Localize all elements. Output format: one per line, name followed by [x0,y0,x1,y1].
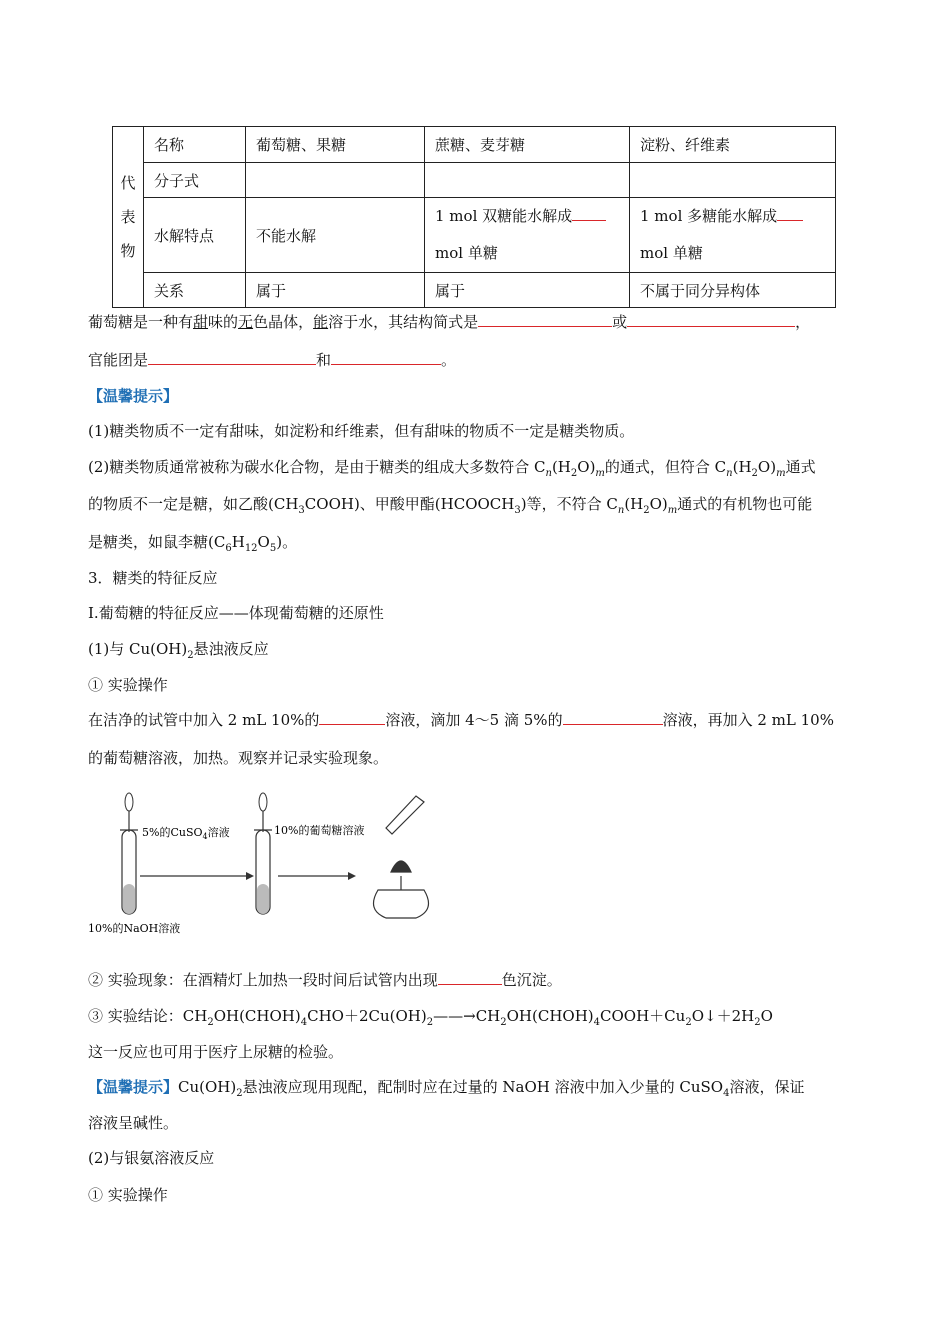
cell-mono-relation: 属于 [246,273,425,308]
heated-test-tube [386,796,424,834]
section-3-title: 3．糖类的特征反应 [88,569,218,587]
blank[interactable] [319,710,385,725]
cell-name-label: 名称 [144,127,246,163]
cell-di-relation: 属于 [425,273,630,308]
cell-di-hydrolysis: 1 mol 双糖能水解成 mol 单糖 [425,198,630,273]
solution-1 [123,884,135,914]
conclusion-line: ③ 实验结论：$CH_2OH(CHOH)_4CHO+2Cu(OH)_2——\to CH_2OH(CHOH)_4COOH+Cu_2O↓+2H_2O$ [88,1007,773,1028]
phenomenon-line: ② 实验现象：在酒精灯上加热一段时间后试管内出现 色沉淀。 [88,971,562,989]
sugar-table [112,126,836,308]
section-3-subtitle: Ⅰ.葡萄糖的特征反应——体现葡萄糖的还原性 [88,604,384,622]
tip-line-3: 的物质不一定是糖，如乙酸$(CH_3COOH)$、甲酸甲酯$(HCOOCH_3)$等，不符合 $C_n(H_2O)_m$通式的有机物也可能 [88,495,813,516]
dropper-2 [259,793,267,811]
solution-2 [257,884,269,914]
blank[interactable] [331,350,441,365]
usage-line: 这一反应也可用于医疗上尿糖的检验。 [88,1043,344,1061]
cell-mono-name: 葡萄糖、果糖 [246,127,425,163]
operation-line-1: 在洁净的试管中加入 2 mL 10%的 溶液，滴加 4～5 滴 5%的 溶液，再加入 2 mL 10% [88,711,834,729]
label-glucose: 10%的葡萄糖溶液 [274,824,365,837]
blank[interactable] [148,350,316,365]
glucose-paragraph-2: 官能团是 和 。 [88,351,457,369]
operation-line-2: 的葡萄糖溶液，加热。观察并记录实验现象。 [88,749,389,767]
cell-di-name: 蔗糖、麦芽糖 [425,127,630,163]
tip-line-2: (2)糖类物质通常被称为碳水化合物，是由于糖类的组成大多数符合 $C_n(H_2O)_m$的通式，但符合 $C_n(H_2O)_m$通式 [88,458,816,479]
blank[interactable] [627,312,795,327]
dropper-1 [125,793,133,811]
blank[interactable] [563,710,663,725]
table-side-label: 代 表 物 [113,127,144,308]
cell-poly-hydrolysis: 1 mol 多糖能水解成 mol 单糖 [630,198,836,273]
tip-2-line-1: 【温馨提示】$Cu(OH)_2$悬浊液应现用现配，配制时应在过量的 NaOH 溶液中加入少量的 CuSO$_4$溶液，保证 [88,1078,805,1099]
label-cuso4: 5%的CuSO$_4$溶液 [142,826,230,841]
cell-mono-formula [246,163,425,198]
experiment-figure [86,780,446,940]
tip-line-1: (1)糖类物质不一定有甜味，如淀粉和纤维素，但有甜味的物质不一定是糖类物质。 [88,422,635,440]
cell-poly-relation: 不属于同分异构体 [630,273,836,308]
blank[interactable] [777,206,803,221]
cell-formula-label: 分子式 [144,163,246,198]
operation-heading: ① 实验操作 [88,676,168,694]
tip-line-4: 是糖类，如鼠李糖$(C_6H_{12}O_5)$。 [88,533,298,554]
cell-poly-formula [630,163,836,198]
silver-heading: (2)与银氨溶液反应 [88,1149,215,1167]
tip-title: 【温馨提示】 [88,387,179,405]
label-naoh: 10%的NaOH溶液 [88,922,181,935]
blank[interactable] [438,970,502,985]
glucose-paragraph-1: 葡萄糖是一种有甜味的无色晶体，能溶于水，其结构简式是 或 ， [88,313,811,331]
cu-reaction-heading: (1)与 $Cu(OH)_2$悬浊液反应 [88,640,269,661]
operation-2-heading: ① 实验操作 [88,1186,168,1204]
cell-di-formula [425,163,630,198]
cell-mono-hydrolysis: 不能水解 [246,198,425,273]
tip-2-line-2: 溶液呈碱性。 [88,1114,179,1132]
cell-hydrolysis-label: 水解特点 [144,198,246,273]
blank[interactable] [572,206,606,221]
cell-poly-name: 淀粉、纤维素 [630,127,836,163]
blank[interactable] [478,312,612,327]
cell-relation-label: 关系 [144,273,246,308]
alcohol-lamp [374,890,429,918]
